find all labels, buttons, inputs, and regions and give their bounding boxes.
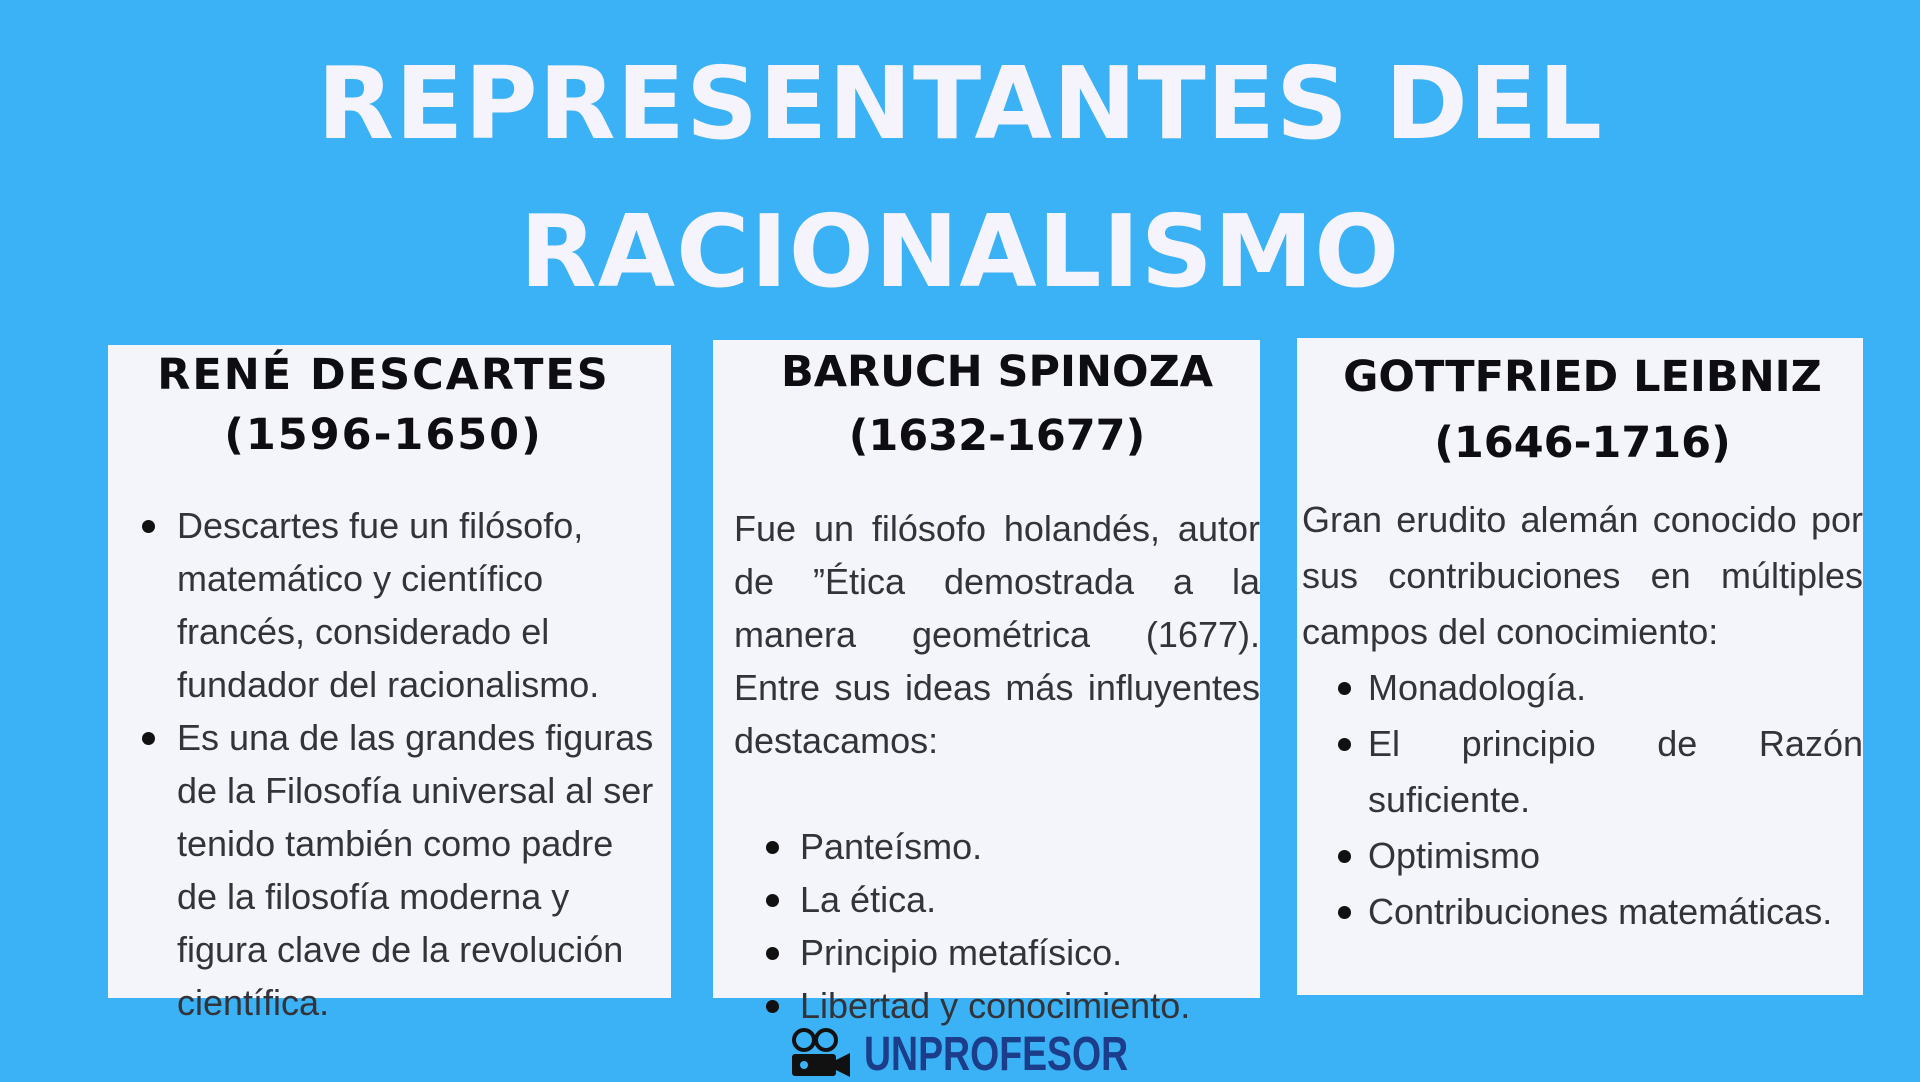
card-heading [1302,344,1863,476]
title-line-2: RACIONALISMO [519,193,1401,310]
card-name: BARUCH SPINOZA [780,347,1214,397]
list-item: Principio metafísico. [734,926,1260,979]
card-intro: Fue un filósofo holandés, autor de ”Ética demostrada a la manera geométrica (1677). Entre sus ideas más influyentes destacamos: [734,508,1260,761]
logo-text: UNPROFESOR [864,1027,1129,1081]
bullet-list [1302,660,1863,940]
bullet-list [734,820,1260,1032]
unprofesor-logo[interactable] [788,1028,1203,1080]
card-name: GOTTFRIED LEIBNIZ [1343,352,1822,402]
card-name: RENÉ DESCARTES [157,350,610,400]
list-item: Es una de las grandes figuras de la Filosofía universal al ser tenido también como padre de la filosofía moderna y figura clave de la revolución científica. [108,711,659,1029]
camera-icon [788,1028,854,1080]
list-item: El principio de Razón suficiente. [1302,716,1863,828]
card-descartes [108,345,671,1023]
card-dates: (1632-1677) [848,411,1146,461]
title-line-1: REPRESENTANTES DEL [317,45,1603,162]
list-item: Descartes fue un filósofo, matemático y científico francés, considerado el fundador del racionalismo. [108,499,659,711]
card-dates: (1596-1650) [224,410,543,460]
card-leibniz [1297,338,1863,995]
list-item: La ética. [734,873,1260,926]
list-item: Monadología. [1302,660,1863,716]
card-spinoza [713,340,1260,1026]
card-intro: Gran erudito alemán conocido por sus contribuciones en múltiples campos del conocimiento: [1302,499,1863,652]
bullet-list [108,499,659,1029]
list-item: Contribuciones matemáticas. [1302,884,1863,940]
card-heading [734,340,1260,468]
list-item: Optimismo [1302,828,1863,884]
card-heading [108,345,659,465]
list-item: Libertad y conocimiento. [734,979,1260,1032]
page-title [0,30,1920,326]
card-dates: (1646-1716) [1434,418,1731,468]
list-item: Panteísmo. [734,820,1260,873]
